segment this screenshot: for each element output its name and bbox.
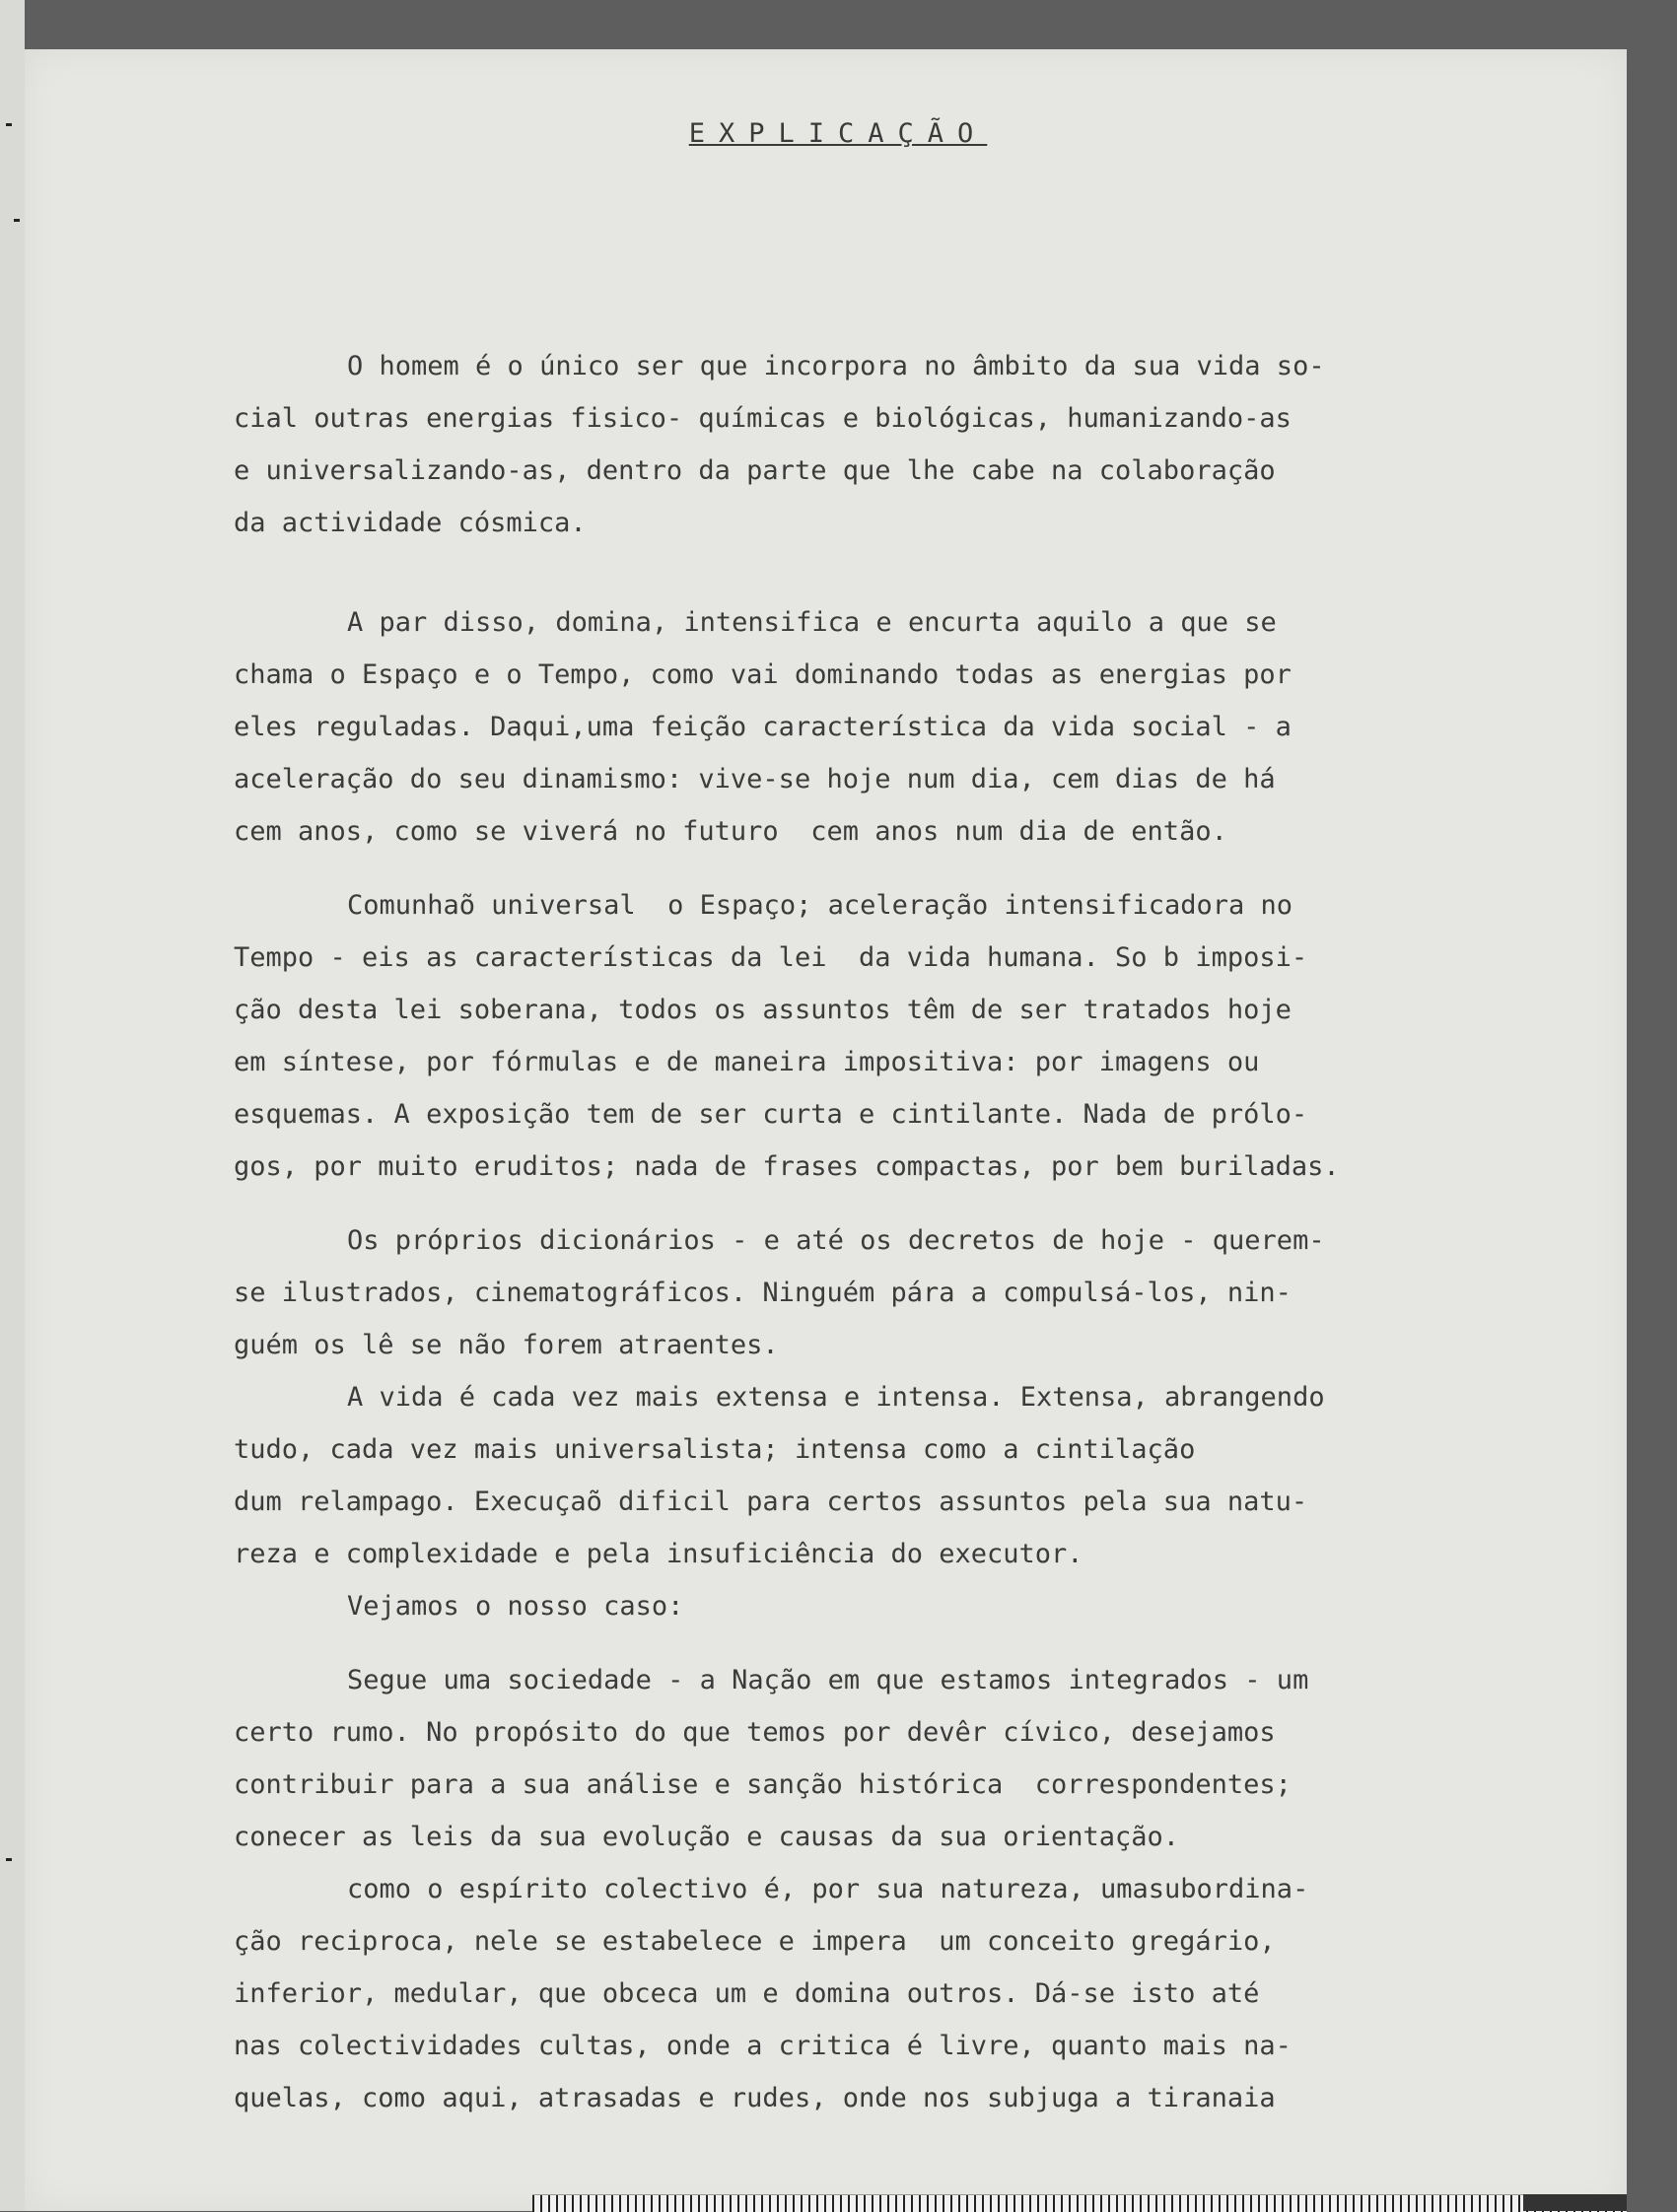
text-line: da actividade cósmica. bbox=[234, 508, 587, 538]
text-line: se ilustrados, cinematográficos. Ninguém pára a compulsá-los, nin- bbox=[234, 1278, 1292, 1308]
punch-mark bbox=[6, 1858, 12, 1861]
text-line: aceleração do seu dinamismo: vive-se hoje num dia, cem dias de há bbox=[234, 764, 1276, 795]
text-line: inferior, medular, que obceca um e domina outros. Dá-se isto até bbox=[234, 1978, 1260, 2009]
punch-mark bbox=[6, 123, 12, 126]
text-line: nas colectividades cultas, onde a critica é livre, quanto mais na- bbox=[234, 2031, 1292, 2061]
text-line: e universalizando-as, dentro da parte que lhe cabe na colaboração bbox=[234, 455, 1276, 486]
text-line: guém os lê se não forem atraentes. bbox=[234, 1330, 779, 1360]
text-line: conecer as leis da sua evolução e causas da sua orientação. bbox=[234, 1822, 1180, 1852]
text-line: certo rumo. No propósito do que temos por devêr cívico, desejamos bbox=[234, 1717, 1276, 1748]
text-line: A vida é cada vez mais extensa e intensa. Extensa, abrangendo bbox=[347, 1382, 1325, 1413]
document-body bbox=[234, 340, 1555, 2124]
text-line: cial outras energias fisico- químicas e biológicas, humanizando-as bbox=[234, 403, 1292, 434]
text-line: Vejamos o nosso caso: bbox=[347, 1591, 684, 1622]
text-line: Os próprios dicionários - e até os decretos de hoje - querem- bbox=[347, 1225, 1325, 1256]
text-line: dum relampago. Execuçaõ dificil para certos assuntos pela sua natu- bbox=[234, 1486, 1308, 1517]
text-line: cem anos, como se viverá no futuro cem anos num dia de então. bbox=[234, 816, 1227, 847]
document-title: EXPLICAÇÃO bbox=[688, 118, 988, 149]
text-line: gos, por muito eruditos; nada de frases compactas, por bem buriladas. bbox=[234, 1151, 1340, 1182]
text-line: ção reciproca, nele se estabelece e impera um conceito gregário, bbox=[234, 1926, 1276, 1957]
text-line: como o espírito colectivo é, por sua natureza, umasubordina- bbox=[347, 1874, 1309, 1904]
text-line: Tempo - eis as características da lei da vida humana. So b imposi- bbox=[234, 942, 1308, 973]
scan-margin bbox=[0, 0, 25, 2211]
text-line: chama o Espaço e o Tempo, como vai dominando todas as energias por bbox=[234, 659, 1292, 690]
text-line: ção desta lei soberana, todos os assuntos têm de ser tratados hoje bbox=[234, 995, 1292, 1025]
text-line: eles reguladas. Daqui,uma feição característica da vida social - a bbox=[234, 712, 1292, 742]
punch-mark bbox=[14, 219, 20, 222]
text-line: quelas, como aqui, atrasadas e rudes, onde nos subjuga a tiranaia bbox=[234, 2083, 1276, 2113]
scale-ruler-end bbox=[1523, 2194, 1627, 2211]
text-line: Segue uma sociedade - a Nação em que estamos integrados - um bbox=[347, 1665, 1309, 1695]
text-line: O homem é o único ser que incorpora no âmbito da sua vida so- bbox=[347, 351, 1325, 381]
text-line: reza e complexidade e pela insuficiência do executor. bbox=[234, 1539, 1083, 1569]
text-line: contribuir para a sua análise e sanção histórica correspondentes; bbox=[234, 1769, 1292, 1800]
text-line: esquemas. A exposição tem de ser curta e cintilante. Nada de prólo- bbox=[234, 1099, 1308, 1130]
text-line: A par disso, domina, intensifica e encurta aquilo a que se bbox=[347, 607, 1277, 638]
scale-ruler bbox=[532, 2194, 1627, 2212]
text-line: tudo, cada vez mais universalista; intensa como a cintilação bbox=[234, 1434, 1196, 1465]
text-line: Comunhaõ universal o Espaço; aceleração intensificadora no bbox=[347, 890, 1293, 921]
text-line: em síntese, por fórmulas e de maneira impositiva: por imagens ou bbox=[234, 1047, 1260, 1077]
